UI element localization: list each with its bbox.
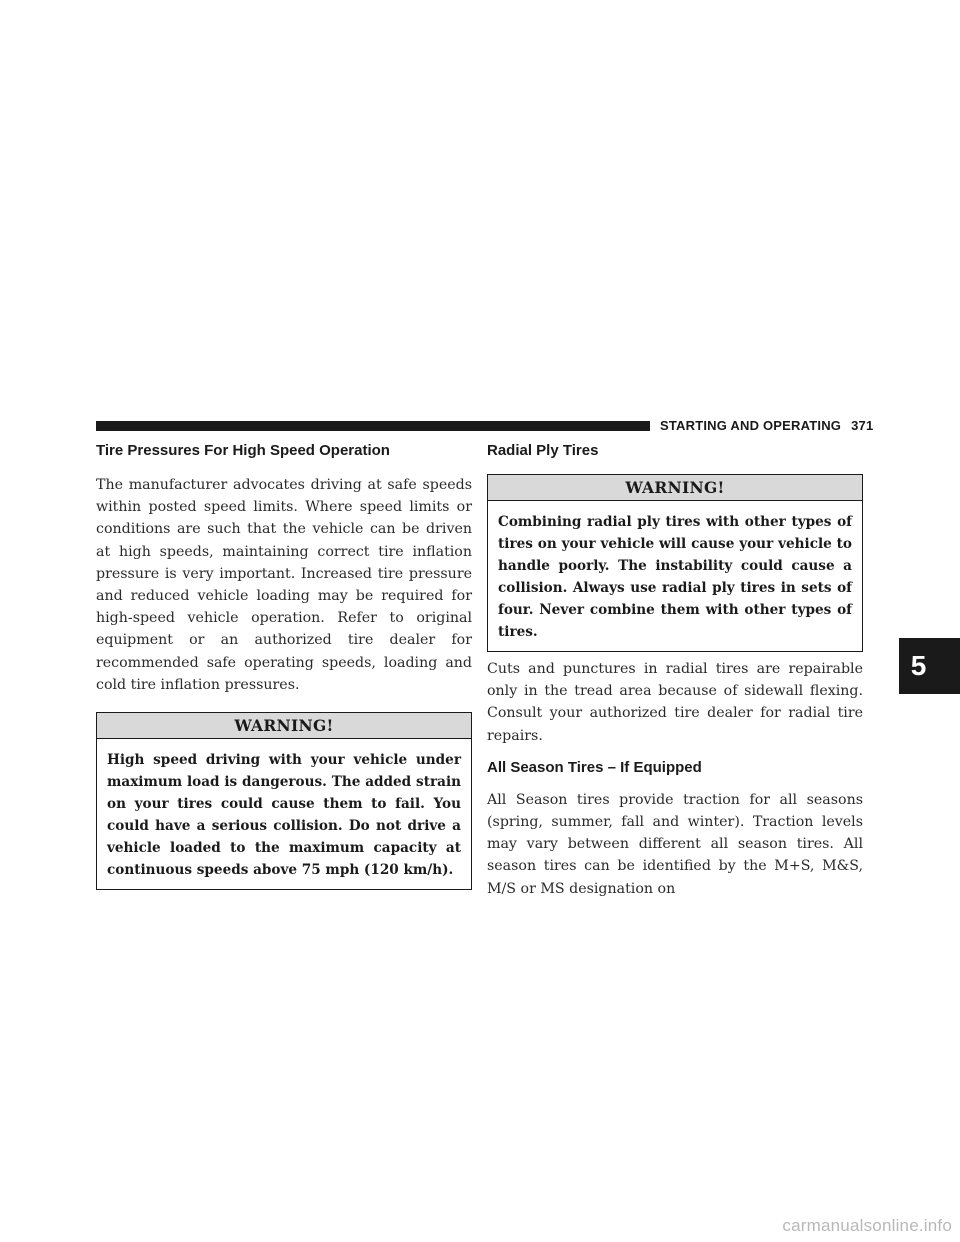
warning-text: Combining radial ply tires with other types of tires on your vehicle will cause your vehicle to handle poorly. The instability could cause a collision. Always use radial ply tires in sets of four. Never combine them with other types of tires. <box>498 514 852 640</box>
warning-text: High speed driving with your vehicle under maximum load is dangerous. The added strain on your tires could cause them to fail. You could have a serious collision. Do not drive a vehicle loaded to the maximum capacity at continuous speeds above 75 mph (120 km/h). <box>107 752 461 879</box>
warning-title: WARNING! <box>488 475 862 501</box>
section-title: STARTING AND OPERATING <box>660 418 842 433</box>
chapter-tab: 5 <box>899 638 960 694</box>
header-rule <box>96 421 650 431</box>
watermark: carmanualsonline.info <box>782 1216 952 1235</box>
warning-box-radial <box>487 474 863 652</box>
right-column <box>487 440 863 900</box>
left-column <box>96 440 472 890</box>
paragraph-all-season: All Season tires provide traction for all seasons (spring, summer, fall and winter). Traction levels may vary between different all season tires. All season tires can be identified by the M+S, M&S, M/S or MS designation on <box>487 791 863 897</box>
warning-box-high-speed <box>96 712 472 890</box>
page-number: 371 <box>851 418 874 433</box>
heading-high-speed: Tire Pressures For High Speed Operation <box>96 442 390 459</box>
running-header <box>660 418 873 433</box>
warning-title: WARNING! <box>97 713 471 739</box>
paragraph-radial: Cuts and punctures in radial tires are repairable only in the tread area because of sidewall flexing. Consult your authorized tire dealer for radial tire repairs. <box>487 661 863 744</box>
heading-radial-ply: Radial Ply Tires <box>487 442 599 459</box>
heading-all-season: All Season Tires – If Equipped <box>487 758 702 776</box>
paragraph-high-speed: The manufacturer advocates driving at safe speeds within posted speed limits. Where speed limits or conditions are such that the vehicle can be driven at high speeds, maintaining correct tire inflation pressure is very important. Increased tire pressure and reduced vehicle loading may be required for high-speed vehicle operation. Refer to original equipment or an authorized tire dealer for recommended safe operating speeds, loading and cold tire inflation pressures. <box>96 477 472 693</box>
